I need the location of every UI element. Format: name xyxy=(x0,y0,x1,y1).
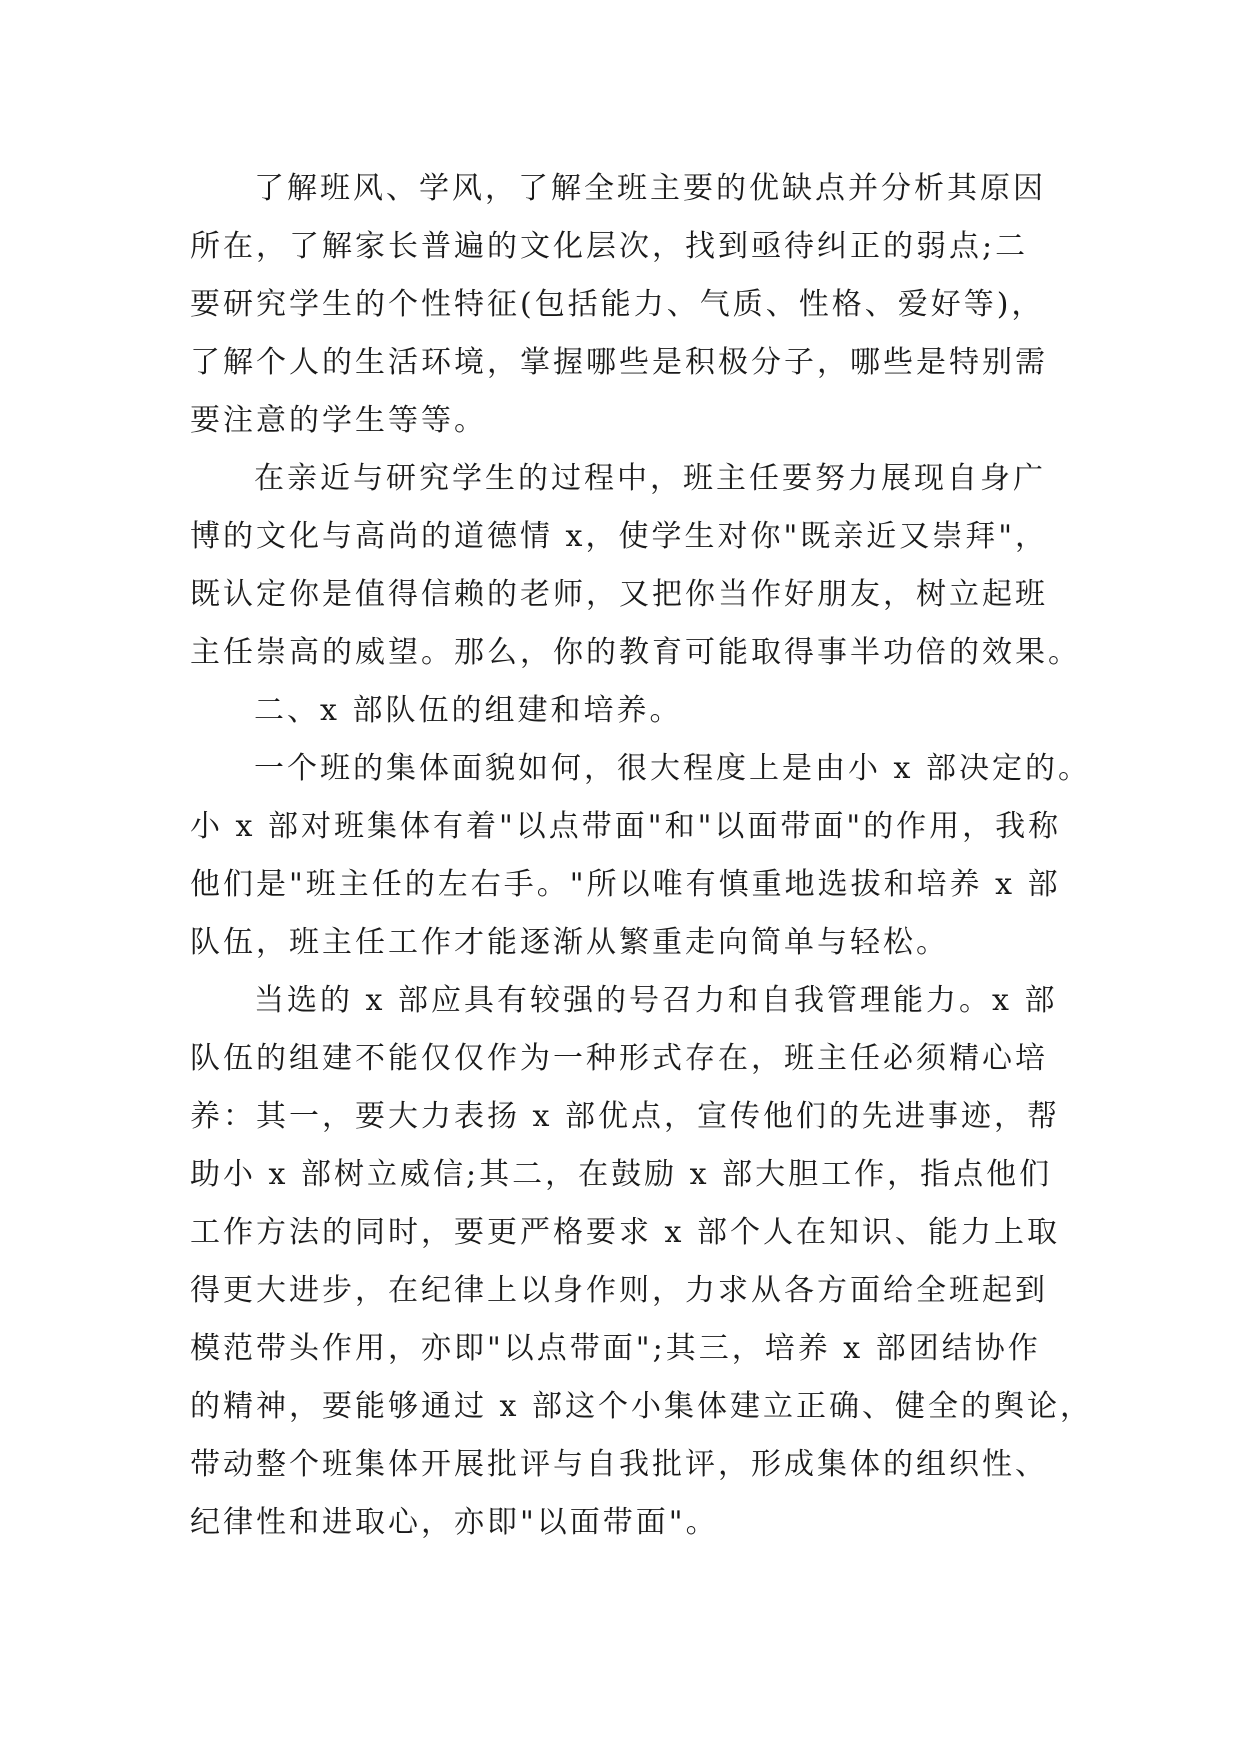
text-line: 助小 x 部树立威信;其二，在鼓励 x 部大胆工作，指点他们 xyxy=(190,1157,1053,1192)
text-line: 工作方法的同时，要更严格要求 x 部个人在知识、能力上取 xyxy=(190,1215,1060,1250)
text-line: 他们是"班主任的左右手。"所以唯有慎重地选拔和培养 x 部 xyxy=(190,867,1061,902)
text-line: 一个班的集体面貌如何，很大程度上是由小 x 部决定的。 xyxy=(254,751,1091,786)
text-line: 纪律性和进取心，亦即"以面带面"。 xyxy=(190,1505,719,1540)
text-line: 队伍的组建不能仅仅作为一种形式存在，班主任必须精心培 xyxy=(190,1041,1048,1076)
paragraph-3 xyxy=(190,740,1091,972)
text-line: 在亲近与研究学生的过程中，班主任要努力展现自身广 xyxy=(254,461,1046,496)
text-line: 当选的 x 部应具有较强的号召力和自我管理能力。x 部 xyxy=(254,983,1058,1018)
text-line: 既认定你是值得信赖的老师，又把你当作好朋友，树立起班 xyxy=(190,577,1048,612)
document-body xyxy=(190,160,1093,1552)
text-line: 模范带头作用，亦即"以点带面";其三，培养 x 部团结协作 xyxy=(190,1331,1041,1366)
paragraph-2 xyxy=(190,450,1081,682)
text-line: 博的文化与高尚的道德情 x，使学生对你"既亲近又崇拜"， xyxy=(190,519,1049,554)
text-line: 主任崇高的威望。那么，你的教育可能取得事半功倍的效果。 xyxy=(190,635,1081,670)
text-line: 的精神，要能够通过 x 部这个小集体建立正确、健全的舆论， xyxy=(190,1389,1093,1424)
text-line: 了解个人的生活环境，掌握哪些是积极分子，哪些是特别需 xyxy=(190,345,1048,380)
text-line: 得更大进步，在纪律上以身作则，力求从各方面给全班起到 xyxy=(190,1273,1048,1308)
text-line: 了解班风、学风，了解全班主要的优缺点并分析其原因 xyxy=(254,171,1046,206)
heading-line: 二、x 部队伍的组建和培养。 xyxy=(254,693,683,728)
text-line: 所在，了解家长普遍的文化层次，找到亟待纠正的弱点;二 xyxy=(190,229,1029,264)
section-heading xyxy=(190,682,1060,740)
text-line: 小 x 部对班集体有着"以点带面"和"以面带面"的作用，我称 xyxy=(190,809,1062,844)
paragraph-4 xyxy=(190,972,1093,1552)
text-line: 队伍，班主任工作才能逐渐从繁重走向简单与轻松。 xyxy=(190,925,949,960)
paragraph-1 xyxy=(190,160,1060,450)
text-line: 带动整个班集体开展批评与自我批评，形成集体的组织性、 xyxy=(190,1447,1048,1482)
text-line: 要注意的学生等等。 xyxy=(190,403,487,438)
text-line: 要研究学生的个性特征(包括能力、气质、性格、爱好等)， xyxy=(190,287,1045,322)
text-line: 养：其一，要大力表扬 x 部优点，宣传他们的先进事迹，帮 xyxy=(190,1099,1060,1134)
